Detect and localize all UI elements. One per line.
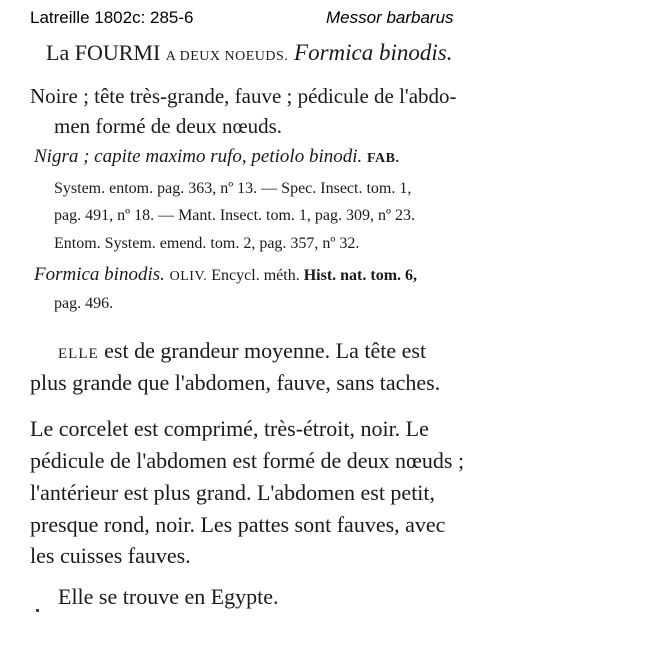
ref-latin-name: Formica binodis. [34,264,165,285]
print-speck [36,609,39,612]
reference-line-1: System. entom. pag. 363, nº 13. — Spec. Insect. tom. 1, [54,180,412,197]
species-title [46,40,452,66]
author-oliv: OLIV. [169,269,208,284]
reference-line-4 [34,264,417,286]
body-p1-line-1 [58,338,426,364]
ref-encycl: Encycl. méth. [207,267,300,284]
body-p1-line-2: plus grande que l'abdomen, fauve, sans taches. [30,370,441,395]
body-p3-line-1: Elle se trouve en Egypte. [58,584,279,609]
latin-diagnosis-text: Nigra ; capite maximo rufo, petiolo binodi. [34,146,363,167]
body-p1-line-1-text: est de grandeur moyenne. La tête est [98,338,427,363]
description-line-1: Noire ; tête très-grande, fauve ; pédicule de l'abdo- [30,84,457,108]
description-line-2: men formé de deux nœuds. [54,114,283,138]
title-lead: La FOURMI [46,40,166,65]
title-latin-name: Formica binodis. [288,40,453,65]
body-p2-line-5: les cuisses fauves. [30,543,191,568]
reference-line-3: Entom. System. emend. tom. 2, pag. 357, nº 32. [54,235,360,252]
citation-label: Latreille 1802c: 285-6 [30,8,194,27]
ref-hist-nat: Hist. nat. tom. 6, [299,267,418,284]
body-p2-line-3: l'antérieur est plus grand. L'abdomen est petit, [30,480,436,505]
body-p2-line-4: presque rond, noir. Les pattes sont fauves, avec [30,512,446,537]
body-p2-line-1: Le corcelet est comprimé, très-étroit, noir. Le [30,416,429,441]
author-fab: FAB. [367,151,400,166]
title-small-caps: A DEUX NOEUDS. [165,49,289,64]
reference-line-5: pag. 496. [54,295,114,312]
species-label: Messor barbarus [326,8,454,27]
body-elle: ELLE [58,346,99,362]
latin-diagnosis [34,146,399,168]
body-p2-line-2: pédicule de l'abdomen est formé de deux nœuds ; [30,448,465,473]
reference-line-2: pag. 491, nº 18. — Mant. Insect. tom. 1, pag. 309, nº 23. [54,207,415,224]
